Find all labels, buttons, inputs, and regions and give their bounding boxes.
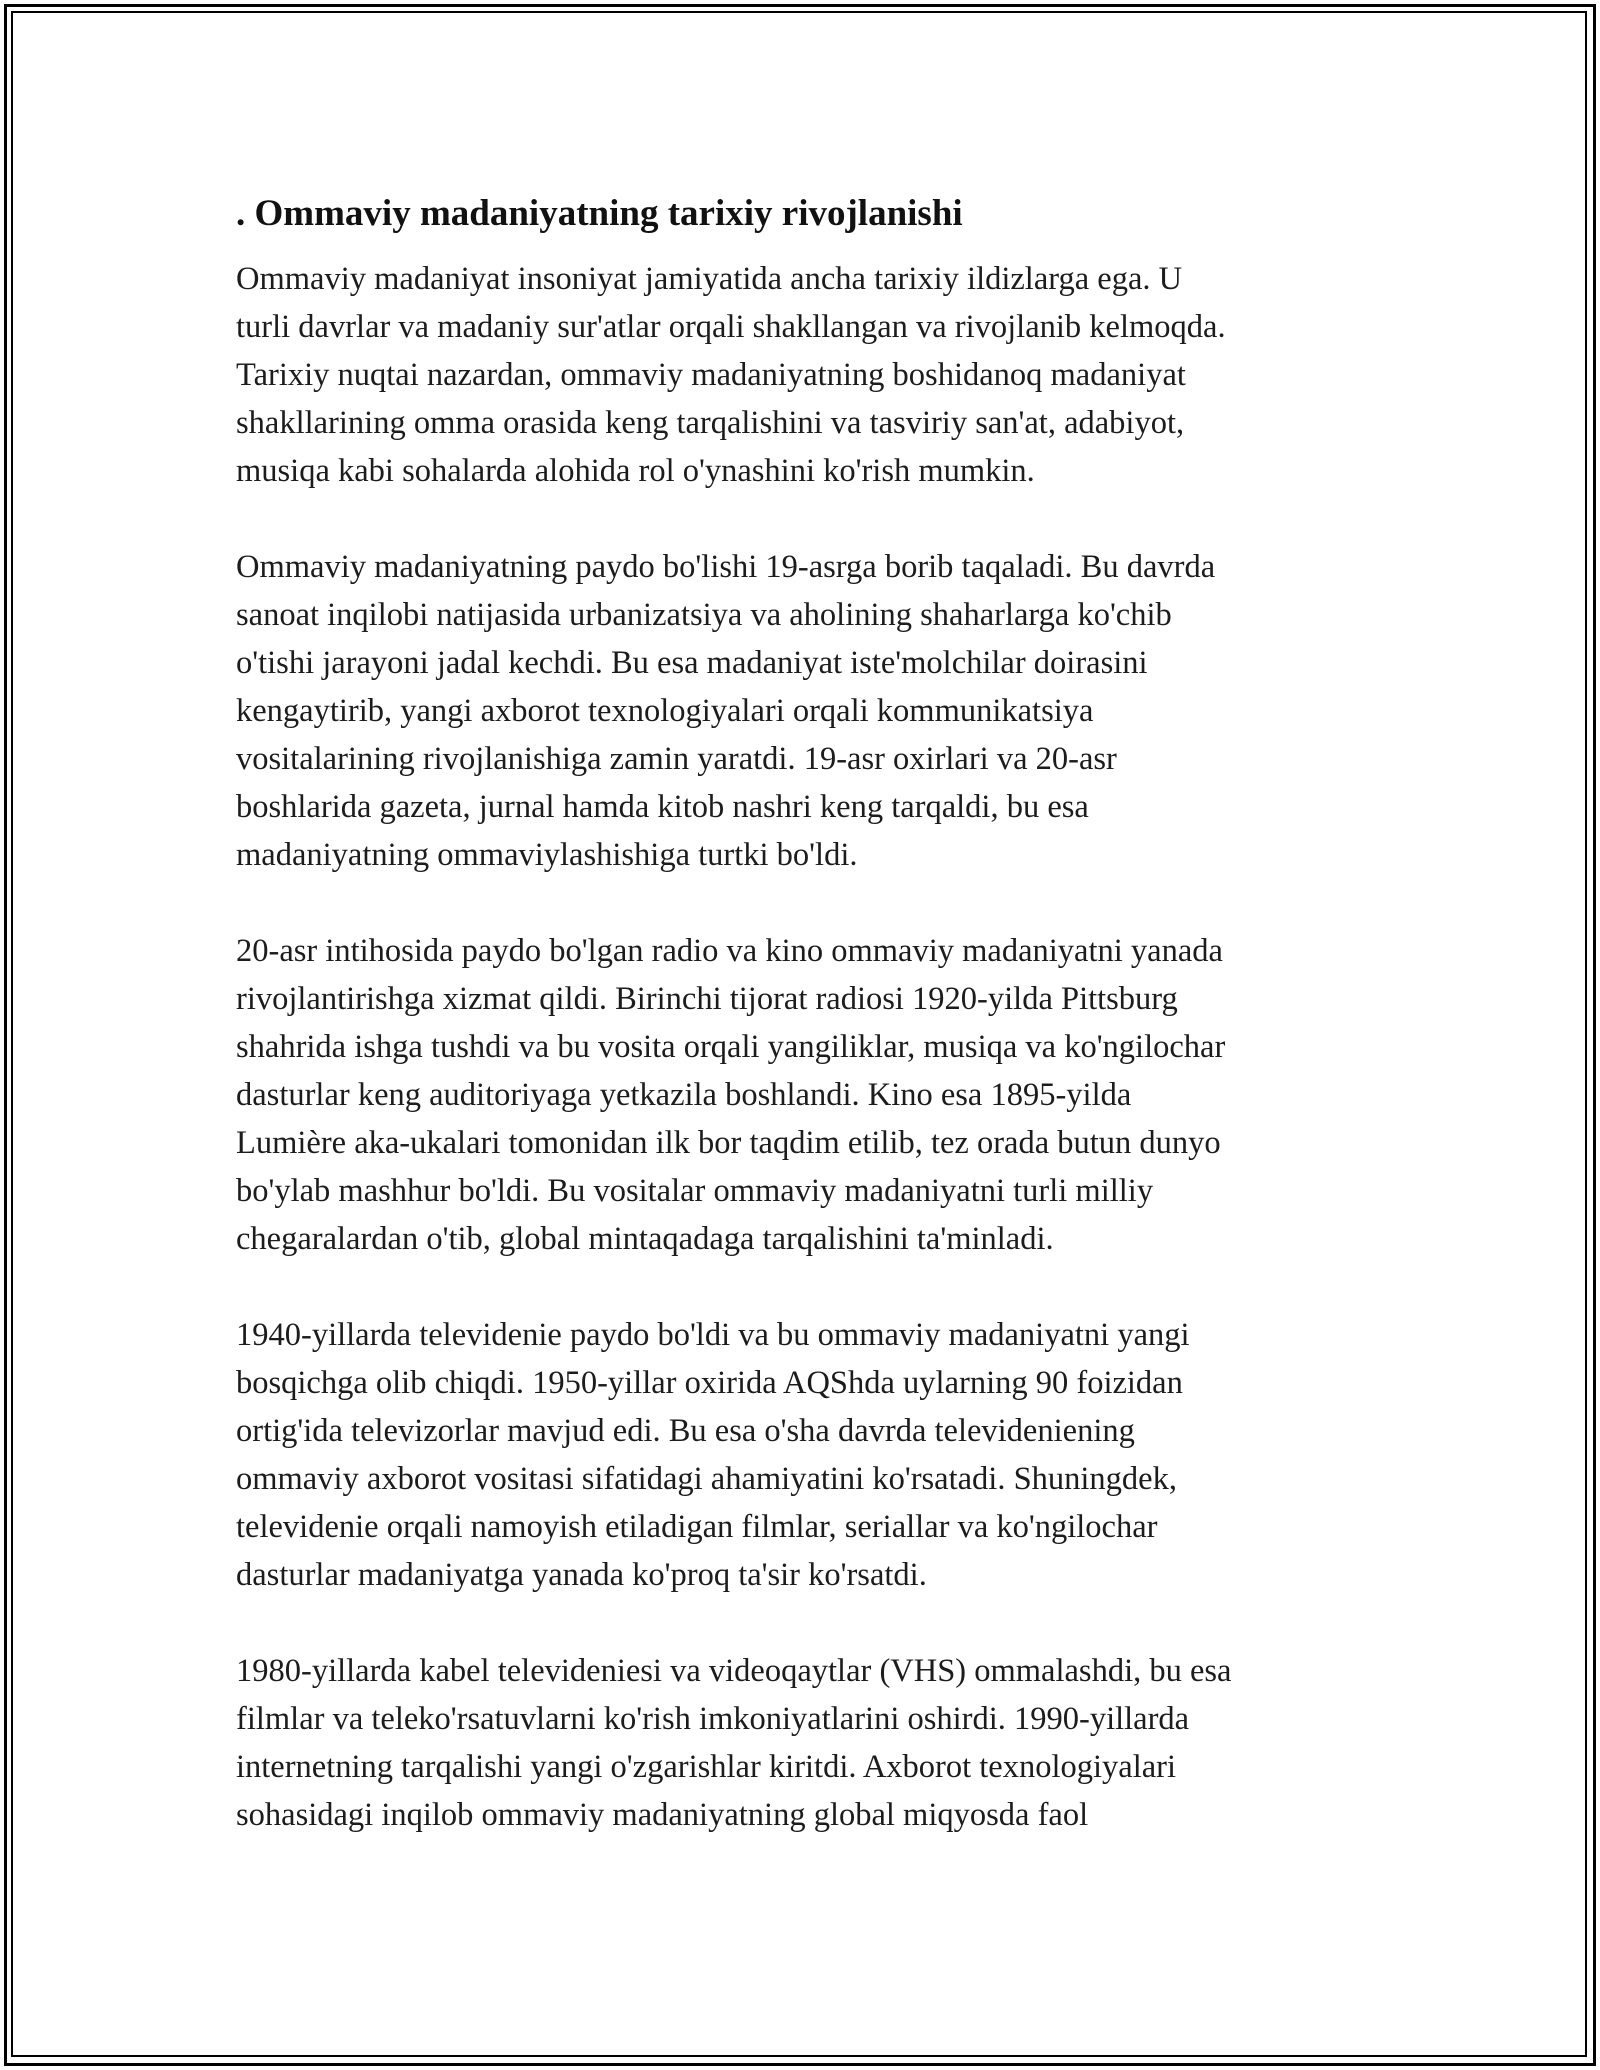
text-line: shakllarining omma orasida keng tarqalishini va tasviriy san'at, adabiyot,: [236, 405, 1185, 441]
section-heading: . Ommaviy madaniyatning tarixiy rivojlanishi: [236, 193, 963, 234]
text-line: shahrida ishga tushdi va bu vosita orqali yangiliklar, musiqa va ko'ngilochar: [236, 1029, 1226, 1065]
text-line: ortig'ida televizorlar mavjud edi. Bu esa o'sha davrda televideniening: [236, 1413, 1135, 1449]
paragraph-4: [236, 1311, 1376, 1599]
document-body: [236, 188, 1376, 1839]
text-line: filmlar va teleko'rsatuvlarni ko'rish imkoniyatlarini oshirdi. 1990-yillarda: [236, 1701, 1190, 1737]
text-line: chegaralardan o'tib, global mintaqadaga tarqalishini ta'minladi.: [236, 1221, 1054, 1257]
text-line: rivojlantirishga xizmat qildi. Birinchi tijorat radiosi 1920-yilda Pittsburg: [236, 981, 1178, 1017]
text-line: internetning tarqalishi yangi o'zgarishlar kiritdi. Axborot texnologiyalari: [236, 1749, 1177, 1785]
text-line: musiqa kabi sohalarda alohida rol o'ynashini ko'rish mumkin.: [236, 453, 1035, 489]
text-line: bosqichga olib chiqdi. 1950-yillar oxirida AQShda uylarning 90 foizidan: [236, 1365, 1183, 1401]
text-line: ommaviy axborot vositasi sifatidagi ahamiyatini ko'rsatadi. Shuningdek,: [236, 1461, 1177, 1497]
paragraph-2: [236, 543, 1376, 879]
text-line: turli davrlar va madaniy sur'atlar orqali shakllangan va rivojlanib kelmoqda.: [236, 309, 1226, 345]
paragraph-5: [236, 1647, 1376, 1839]
text-line: vositalarining rivojlanishiga zamin yaratdi. 19-asr oxirlari va 20-asr: [236, 741, 1117, 777]
text-line: o'tishi jarayoni jadal kechdi. Bu esa madaniyat iste'molchilar doirasini: [236, 645, 1148, 681]
text-line: Ommaviy madaniyatning paydo bo'lishi 19-asrga borib taqaladi. Bu davrda: [236, 549, 1216, 585]
text-line: dasturlar keng auditoriyaga yetkazila boshlandi. Kino esa 1895-yilda: [236, 1077, 1132, 1113]
text-line: sohasidagi inqilob ommaviy madaniyatning global miqyosda faol: [236, 1797, 1089, 1833]
text-line: bo'ylab mashhur bo'ldi. Bu vositalar ommaviy madaniyatni turli milliy: [236, 1173, 1154, 1209]
text-line: Lumière aka-ukalari tomonidan ilk bor taqdim etilib, tez orada butun dunyo: [236, 1125, 1221, 1161]
text-line: 20-asr intihosida paydo bo'lgan radio va kino ommaviy madaniyatni yanada: [236, 933, 1223, 969]
text-line: Ommaviy madaniyat insoniyat jamiyatida ancha tarixiy ildizlarga ega. U: [236, 261, 1183, 297]
text-line: boshlarida gazeta, jurnal hamda kitob nashri keng tarqaldi, bu esa: [236, 789, 1089, 825]
text-line: sanoat inqilobi natijasida urbanizatsiya va aholining shaharlarga ko'chib: [236, 597, 1172, 633]
text-line: madaniyatning ommaviylashishiga turtki bo'ldi.: [236, 837, 858, 873]
text-line: 1940-yillarda televidenie paydo bo'ldi va bu ommaviy madaniyatni yangi: [236, 1317, 1190, 1353]
text-line: dasturlar madaniyatga yanada ko'proq ta'sir ko'rsatdi.: [236, 1557, 927, 1593]
paragraph-1: [236, 255, 1376, 495]
paragraph-3: [236, 927, 1376, 1263]
text-line: Tarixiy nuqtai nazardan, ommaviy madaniyatning boshidanoq madaniyat: [236, 357, 1186, 393]
text-line: kengaytirib, yangi axborot texnologiyalari orqali kommunikatsiya: [236, 693, 1094, 729]
text-line: televidenie orqali namoyish etiladigan filmlar, seriallar va ko'ngilochar: [236, 1509, 1158, 1545]
text-line: 1980-yillarda kabel televideniesi va videoqaytlar (VHS) ommalashdi, bu esa: [236, 1653, 1232, 1689]
